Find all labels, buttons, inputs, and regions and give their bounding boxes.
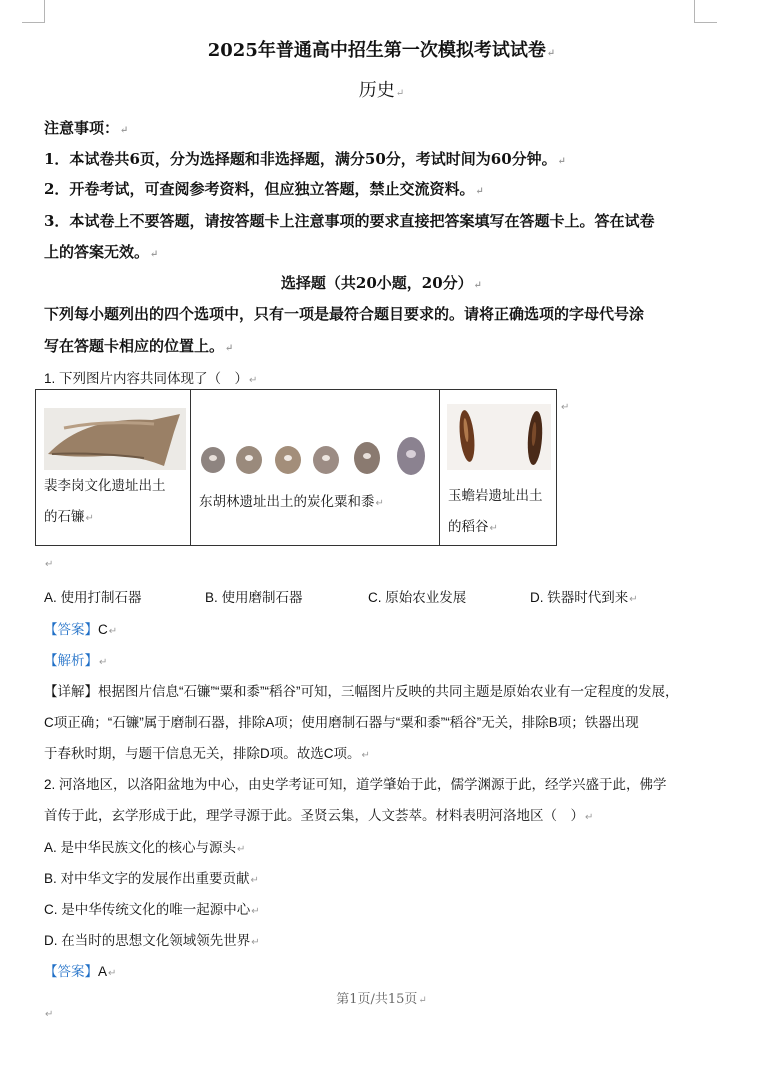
grains-caption: 东胡林遗址出土的炭化粟和黍↵	[199, 494, 384, 509]
image-cell-rice	[440, 390, 557, 546]
trailing-mark: ↵	[45, 1009, 54, 1020]
q2-option-a: A. 是中华民族文化的核心与源头↵	[44, 840, 246, 855]
stone-sickle-image	[44, 408, 186, 470]
millet-grains-image	[197, 434, 437, 482]
q1-detail-line-3: 于春秋时期，与题干信息无关，排除D项。故选C项。↵	[44, 746, 370, 761]
q1-option-c: C. 原始农业发展	[368, 590, 467, 605]
q1-analysis-label: 【解析】↵	[44, 653, 108, 668]
subject-title: 历史↵	[358, 80, 405, 101]
image-cell-sickle	[36, 390, 191, 546]
exam-title: 2025年普通高中招生第一次模拟考试试卷↵	[207, 40, 556, 61]
q2-stem-line-1: 2. 河洛地区，以洛阳盆地为中心，由史学考证可知，道学肇始于此，儒学渊源于此，经学兴盛于此，佛学	[44, 777, 667, 792]
q2-option-b: B. 对中华文字的发展作出重要贡献↵	[44, 871, 259, 886]
q1-option-b: B. 使用磨制石器	[205, 590, 303, 605]
q1-image-table	[35, 389, 557, 546]
section-instruction: 下列每小题列出的四个选项中，只有一项是最符合题目要求的。请将正确选项的字母代号涂	[44, 305, 645, 323]
q2-stem-line-2: 首传于此，玄学形成于此，理学寻源于此。圣贤云集，人文荟萃。材料表明河洛地区（ ）↵	[44, 808, 594, 823]
image-cell-grains	[191, 390, 440, 546]
notes-item-2: 2．开卷考试，可查阅参考资料，但应独立答题，禁止交流资料。↵	[44, 180, 484, 198]
q1-detail-line-1: 【详解】根据图片信息“石镰”“粟和黍”“稻谷”可知，三幅图片反映的共同主题是原始农业有一定程度的发展，	[44, 684, 679, 699]
sickle-caption: 裴李岗文化遗址出土 的石镰↵	[44, 478, 166, 524]
notes-item-1: 1．本试卷共6页，分为选择题和非选择题，满分50分，考试时间为60分钟。↵	[44, 150, 567, 168]
empty-paragraph: ↵	[45, 559, 54, 570]
section-heading: 选择题（共20小题，20分）↵	[280, 274, 483, 292]
q2-option-d: D. 在当时的思想文化领域领先世界↵	[44, 933, 260, 948]
section-instruction-cont: 写在答题卡相应的位置上。↵	[44, 337, 234, 355]
q1-option-a: A. 使用打制石器	[44, 590, 142, 605]
rice-caption: 玉蟾岩遗址出土 的稻谷↵	[448, 488, 543, 534]
q1-answer: 【答案】C↵	[44, 622, 118, 637]
crop-mark-top-right	[694, 0, 717, 23]
q2-option-c: C. 是中华传统文化的唯一起源中心↵	[44, 902, 260, 917]
crop-mark-top-left	[22, 0, 45, 23]
notes-heading: 注意事项：↵	[44, 119, 129, 137]
q1-option-d: D. 铁器时代到来↵	[530, 590, 638, 605]
table-row-mark: ↵	[561, 402, 570, 413]
q2-answer: 【答案】A↵	[44, 964, 117, 979]
rice-grains-image	[447, 404, 551, 470]
q1-detail-line-2: C项正确；“石镰”属于磨制石器，排除A项；使用磨制石器与“粟和黍”“稻谷”无关，排除B项；铁器出现	[44, 715, 639, 730]
page-footer: 第1页/共15页↵	[336, 992, 427, 1007]
q1-stem: 1. 下列图片内容共同体现了（ ）↵	[44, 371, 258, 386]
notes-item-3-cont: 上的答案无效。↵	[44, 243, 159, 261]
notes-item-3: 3．本试卷上不要答题，请按答题卡上注意事项的要求直接把答案填写在答题卡上。答在试卷	[44, 212, 655, 230]
